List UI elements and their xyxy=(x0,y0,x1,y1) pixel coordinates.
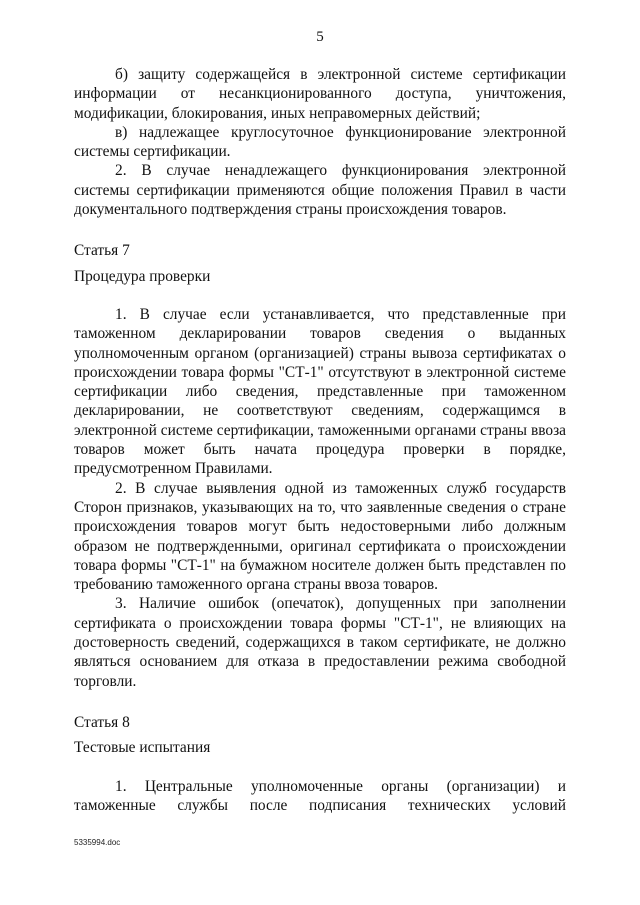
document-body xyxy=(74,65,566,815)
article-8-title: Тестовые испытания xyxy=(74,739,211,757)
document-filename: 5335994.doc xyxy=(74,838,121,847)
article-7-paragraph-2: 2. В случае выявления одной из таможенных служб государств Сторон признаков, указывающих на то, что заявленные сведения о стране происхождения товаров могут быть недостоверными либо должным образом не подтвержденными, оригинал сертификата о происхождении товара формы "СТ-1" на бумажном носителе должен быть представлен по требованию таможенного органа страны ввоза товаров. xyxy=(74,479,566,594)
article-7-paragraph-3: 3. Наличие ошибок (опечаток), допущенных при заполнении сертификата о происхождении товара формы "СТ-1", не влияющих на достоверность сведений, содержащихся в таком сертификате, не должно являться основанием для отказа в предоставлении режима свободной торговли. xyxy=(74,595,566,690)
article-7-title: Процедура проверки xyxy=(74,267,211,285)
article-7-number: Статья 7 xyxy=(74,242,130,260)
paragraph-2: 2. В случае ненадлежащего функционирования электронной системы сертификации применяются общие положения Правил в части документального подтверждения страны происхождения товаров. xyxy=(74,162,566,219)
article-8-paragraph-1: 1. Центральные уполномоченные органы (организации) и таможенные службы после подписания технических условий xyxy=(74,777,566,814)
paragraph-b: б) защиту содержащейся в электронной системе сертификации информации от несанкционированного доступа, уничтожения, модификации, блокирования, иных неправомерных действий; xyxy=(74,66,566,122)
article-8-number: Статья 8 xyxy=(74,713,130,731)
paragraph-v: в) надлежащее круглосуточное функционирование электронной системы сертификации. xyxy=(74,123,566,161)
page-number: 5 xyxy=(316,29,324,45)
article-7-paragraph-1: 1. В случае если устанавливается, что представленные при таможенном декларировании товаров сведения о выданных уполномоченным органом (организацией) страны вывоза сертификатах о происхождении товара формы "СТ-1" отсутствуют в электронной системе сертификации либо сведения, представленные при таможенном декларировании, не соответствуют сведениям, содержащимся в электронной системе сертификации, таможенными органами страны ввоза товаров может быть начата процедура проверки в порядке, предусмотренном Правилами. xyxy=(74,305,566,478)
